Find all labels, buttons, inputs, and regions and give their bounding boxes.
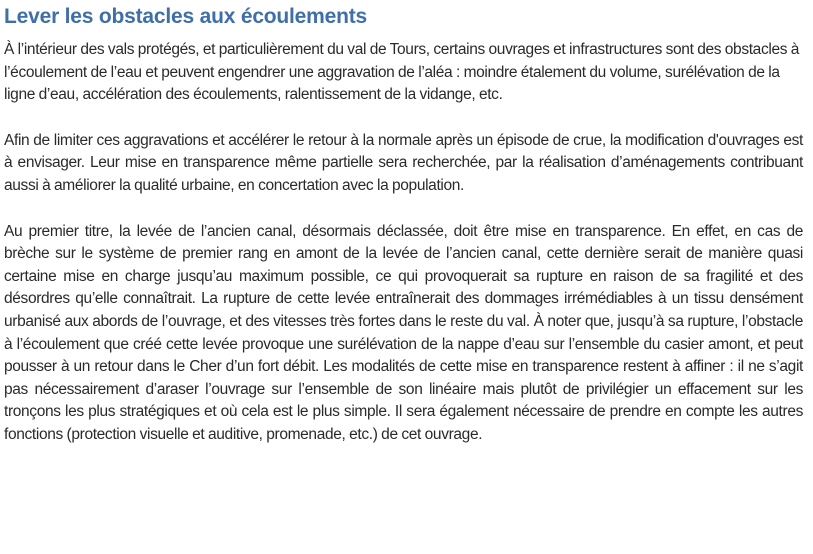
paragraph-ancien-canal-levee: Au premier titre, la levée de l’ancien canal, désormais déclassée, doit être mise en transparence. En effet, en cas de brèche sur le système de premier rang en amont de la levée de l’ancien canal, cette dernière serait de manière quasi certaine mise en charge jusqu’au maximum possible, ce qui provoquerait sa rupture en raison de sa fragilité et des désordres qu’elle connaîtrait. La rupture de cette levée entraînerait des dommages irrémédiables à un tissu densément urbanisé aux abords de l’ouvrage, et des vitesses très fortes dans le reste du val. À noter que, jusqu’à sa rupture, l’obstacle à l’écoulement que créé cette levée provoque une surélévation de la nappe d’eau sur l’ensemble du casier amont, et peut pousser à un retour dans le Cher d’un fort débit. Les modalités de cette mise en transparence restent à affiner : il ne s’agit pas nécessairement d’araser l’ouvrage sur l’ensemble de son linéaire mais plutôt de privilégier un effacement sur les tronçons les plus stratégiques et où cela est le plus simple. Il sera également nécessaire de prendre en compte les autres fonctions (protection visuelle et auditive, promenade, etc.) de cet ouvrage. [4, 222, 803, 443]
paragraph-transparency-works: Afin de limiter ces aggravations et accélérer le retour à la normale après un épisode de crue, la modification d'ouvrages est à envisager. Leur mise en transparence même partielle sera recherchée, par la réalisation d’aménagements contribuant aussi à améliorer la qualité urbaine, en concertation avec la population. [4, 131, 803, 194]
section-title: Lever les obstacles aux écoulements [4, 5, 368, 28]
paragraph-obstacles-intro: À l’intérieur des vals protégés, et particulièrement du val de Tours, certains ouvrages et infrastructures sont des obstacles à l’écoulement de l’eau et peuvent engendrer une aggravation de l’aléa : moindre étalement du volume, surélévation de la ligne d’eau, accélération des écoulements, ralentissement de la vidange, etc. [4, 41, 800, 104]
